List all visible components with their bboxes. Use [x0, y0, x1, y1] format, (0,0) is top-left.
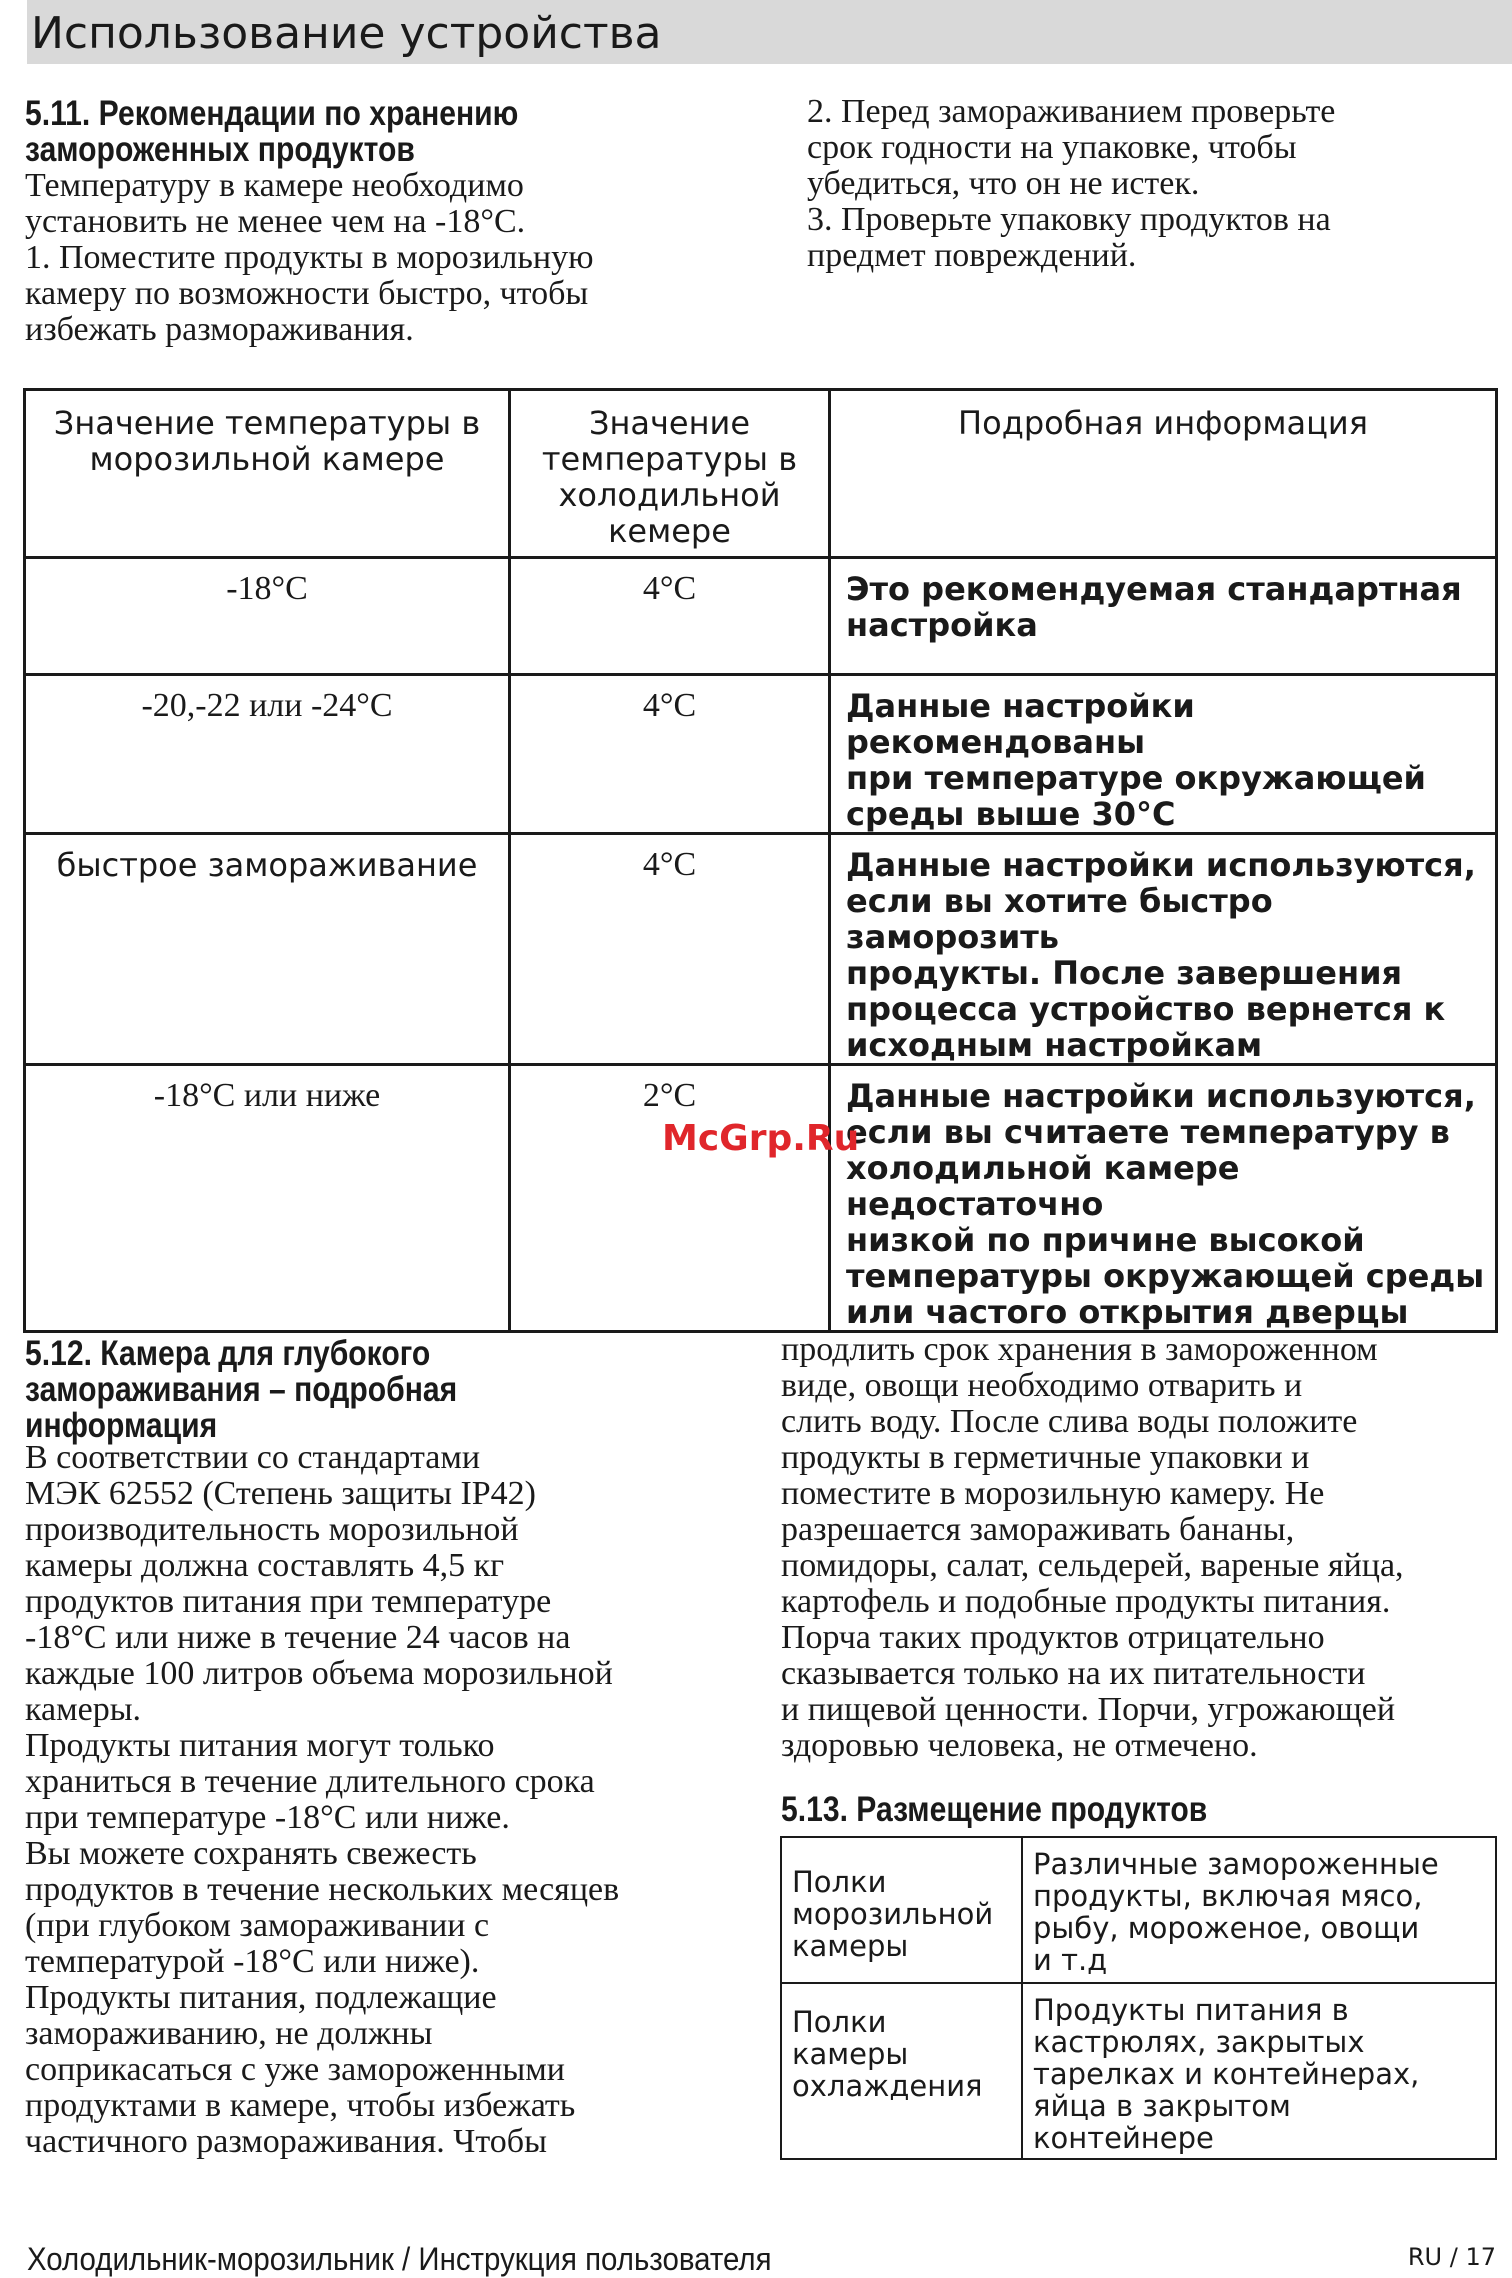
paragraph-5-12-left: [25, 1440, 619, 2160]
text-line: камеры: [792, 1929, 909, 1963]
header-line: Значение: [588, 404, 751, 442]
text-line: срок годности на упаковке, чтобы: [807, 129, 1297, 166]
text-line: 1. Поместите продукты в морозильную: [25, 239, 594, 276]
text-line: продуктов в течение нескольких месяцев: [25, 1871, 620, 1908]
watermark: McGrp.Ru: [662, 1118, 860, 1159]
text-line: картофель и подобные продукты питания.: [781, 1583, 1391, 1620]
cell-freezer-temp: быстрое замораживание: [25, 834, 510, 1065]
text-line: убедиться, что он не истек.: [807, 165, 1200, 202]
text-line: низкой по причине высокой: [846, 1221, 1365, 1259]
text-line: охлаждения: [792, 2069, 983, 2103]
text-line: Продукты питания, подлежащие: [25, 1979, 497, 2016]
text-line: продукты, включая мясо,: [1033, 1879, 1423, 1913]
text-line: если вы хотите быстро заморозить: [846, 882, 1273, 956]
heading-line: информация: [25, 1406, 218, 1445]
text-line: камеры: [792, 2037, 909, 2071]
text-line: если вы считаете температуру в: [846, 1113, 1450, 1151]
text-line: здоровью человека, не отмечено.: [781, 1727, 1258, 1764]
table-row: [25, 558, 1497, 675]
table-row: [781, 1983, 1496, 2159]
cell-fridge-temp: 4°C: [510, 558, 830, 675]
text-line: Данные настройки используются,: [846, 846, 1476, 884]
text-line: МЭК 62552 (Степень защиты IP42): [25, 1475, 536, 1512]
text-line: Температуру в камере необходимо: [25, 167, 524, 204]
text-line: разрешается замораживать бананы,: [781, 1511, 1295, 1548]
text-line: Вы можете сохранять свежесть: [25, 1835, 477, 1872]
heading-line: замораживания – подробная: [25, 1370, 458, 1409]
cell-freezer-temp: -20,-22 или -24°C: [25, 675, 510, 834]
text-line: Данные настройки используются,: [846, 1077, 1476, 1115]
text-line: Продукты питания могут только: [25, 1727, 495, 1764]
paragraph-5-12-right: [781, 1332, 1404, 1764]
text-line: среды выше 30°C: [846, 795, 1176, 833]
text-line: при температуре окружающей: [846, 759, 1426, 797]
text-line: храниться в течение длительного срока: [25, 1763, 595, 1800]
text-line: помидоры, салат, сельдерей, вареные яйца,: [781, 1547, 1404, 1584]
text-line: процесса устройство вернется к: [846, 990, 1446, 1028]
text-line: слить воду. После слива воды положите: [781, 1403, 1358, 1440]
header-line: кемере: [608, 512, 731, 550]
header-line: Подробная информация: [958, 404, 1368, 442]
text-line: рыбу, мороженое, овощи: [1033, 1911, 1420, 1945]
section-header-band: [27, 0, 1512, 64]
heading-5-12: [25, 1336, 457, 1444]
heading-5-11-line2: замороженных продуктов: [25, 130, 415, 169]
food-placement-table: [780, 1836, 1497, 2160]
text-line: камеру по возможности быстро, чтобы: [25, 275, 589, 312]
header-freezer-temp: [25, 390, 510, 558]
footer-page-number: RU / 17: [1407, 2243, 1496, 2271]
text-line: Это рекомендуемая стандартная: [846, 570, 1462, 608]
cell-freezer-temp: -18°C: [25, 558, 510, 675]
text-line: контейнере: [1033, 2121, 1214, 2155]
text-line: Полки: [792, 2005, 887, 2039]
paragraph-5-11-left: [25, 168, 594, 348]
text-line: яйца в закрытом: [1033, 2089, 1291, 2123]
text-line: продукты в герметичные упаковки и: [781, 1439, 1310, 1476]
heading-5-13: 5.13. Размещение продуктов: [781, 1790, 1208, 1829]
text-line: камеры должна составлять 4,5 кг: [25, 1547, 505, 1584]
table-row: [25, 1065, 1497, 1332]
text-line: Данные настройки рекомендованы: [846, 687, 1195, 761]
text-line: настройка: [846, 606, 1038, 644]
text-line: соприкасаться с уже замороженными: [25, 2051, 565, 2088]
text-line: В соответствии со стандартами: [25, 1439, 481, 1476]
text-line: 2. Перед замораживанием проверьте: [807, 93, 1336, 130]
text-line: виде, овощи необходимо отварить и: [781, 1367, 1303, 1404]
text-line: продуктов питания при температуре: [25, 1583, 552, 1620]
section-title: Использование устройства: [31, 8, 662, 59]
cell-details: [830, 834, 1497, 1065]
text-line: замораживанию, не должны: [25, 2015, 433, 2052]
text-line: Порча таких продуктов отрицательно: [781, 1619, 1325, 1656]
cell-content: [1022, 1983, 1496, 2159]
text-line: температурой -18°С или ниже).: [25, 1943, 480, 1980]
text-line: Различные замороженные: [1033, 1847, 1439, 1881]
text-line: и пищевой ценности. Порчи, угрожающей: [781, 1691, 1396, 1728]
text-line: сказывается только на их питательности: [781, 1655, 1366, 1692]
text-line: или частого открытия дверцы: [846, 1293, 1409, 1331]
text-line: продлить срок хранения в замороженном: [781, 1331, 1378, 1368]
header-fridge-temp: [510, 390, 830, 558]
text-line: каждые 100 литров объема морозильной: [25, 1655, 613, 1692]
text-line: установить не менее чем на -18°С.: [25, 203, 526, 240]
text-line: температуры окружающей среды: [846, 1257, 1485, 1295]
header-line: Значение температуры в: [53, 404, 481, 442]
table-row: [25, 834, 1497, 1065]
paragraph-5-11-right: [807, 94, 1335, 274]
text-line: избежать размораживания.: [25, 311, 414, 348]
cell-content: [1022, 1837, 1496, 1983]
cell-fridge-temp: 4°C: [510, 834, 830, 1065]
text-line: продукты. После завершения: [846, 954, 1403, 992]
text-line: Полки: [792, 1865, 887, 1899]
text-line: холодильной камере недостаточно: [846, 1149, 1240, 1223]
heading-5-11: [25, 96, 518, 168]
cell-details: [830, 558, 1497, 675]
text-line: поместите в морозильную камеру. Не: [781, 1475, 1325, 1512]
text-line: исходным настройкам: [846, 1026, 1263, 1064]
footer-document-title: Холодильник-морозильник / Инструкция пользователя: [27, 2241, 772, 2277]
cell-freezer-temp: -18°C или ниже: [25, 1065, 510, 1332]
cell-fridge-temp: 4°C: [510, 675, 830, 834]
heading-line: 5.12. Камера для глубокого: [25, 1334, 431, 1373]
text-line: кастрюлях, закрытых: [1033, 2025, 1365, 2059]
heading-5-11-line1: 5.11. Рекомендации по хранению: [25, 94, 519, 133]
header-line: температуры в: [541, 440, 798, 478]
text-line: (при глубоком замораживании с: [25, 1907, 490, 1944]
cell-place: [781, 1837, 1022, 1983]
text-line: частичного размораживания. Чтобы: [25, 2123, 547, 2160]
header-details: [830, 390, 1497, 558]
text-line: при температуре -18°С или ниже.: [25, 1799, 510, 1836]
text-line: продуктами в камере, чтобы избежать: [25, 2087, 576, 2124]
text-line: тарелках и контейнерах,: [1033, 2057, 1420, 2091]
table-row: [781, 1837, 1496, 1983]
table-header-row: [25, 390, 1497, 558]
text-line: -18°С или ниже в течение 24 часов на: [25, 1619, 571, 1656]
text-line: производительность морозильной: [25, 1511, 519, 1548]
cell-details: [830, 1065, 1497, 1332]
text-line: Продукты питания в: [1033, 1993, 1349, 2027]
header-line: холодильной: [558, 476, 781, 514]
text-line: предмет повреждений.: [807, 237, 1137, 274]
text-line: камеры.: [25, 1691, 142, 1728]
cell-place: [781, 1983, 1022, 2159]
text-line: 3. Проверьте упаковку продуктов на: [807, 201, 1331, 238]
text-line: морозильной: [792, 1897, 994, 1931]
text-line: и т.д: [1033, 1943, 1108, 1977]
cell-details: [830, 675, 1497, 834]
header-line: морозильной камере: [89, 440, 445, 478]
table-row: [25, 675, 1497, 834]
temperature-settings-table: [23, 388, 1498, 1333]
cell-fridge-temp: 2°C: [510, 1065, 830, 1332]
